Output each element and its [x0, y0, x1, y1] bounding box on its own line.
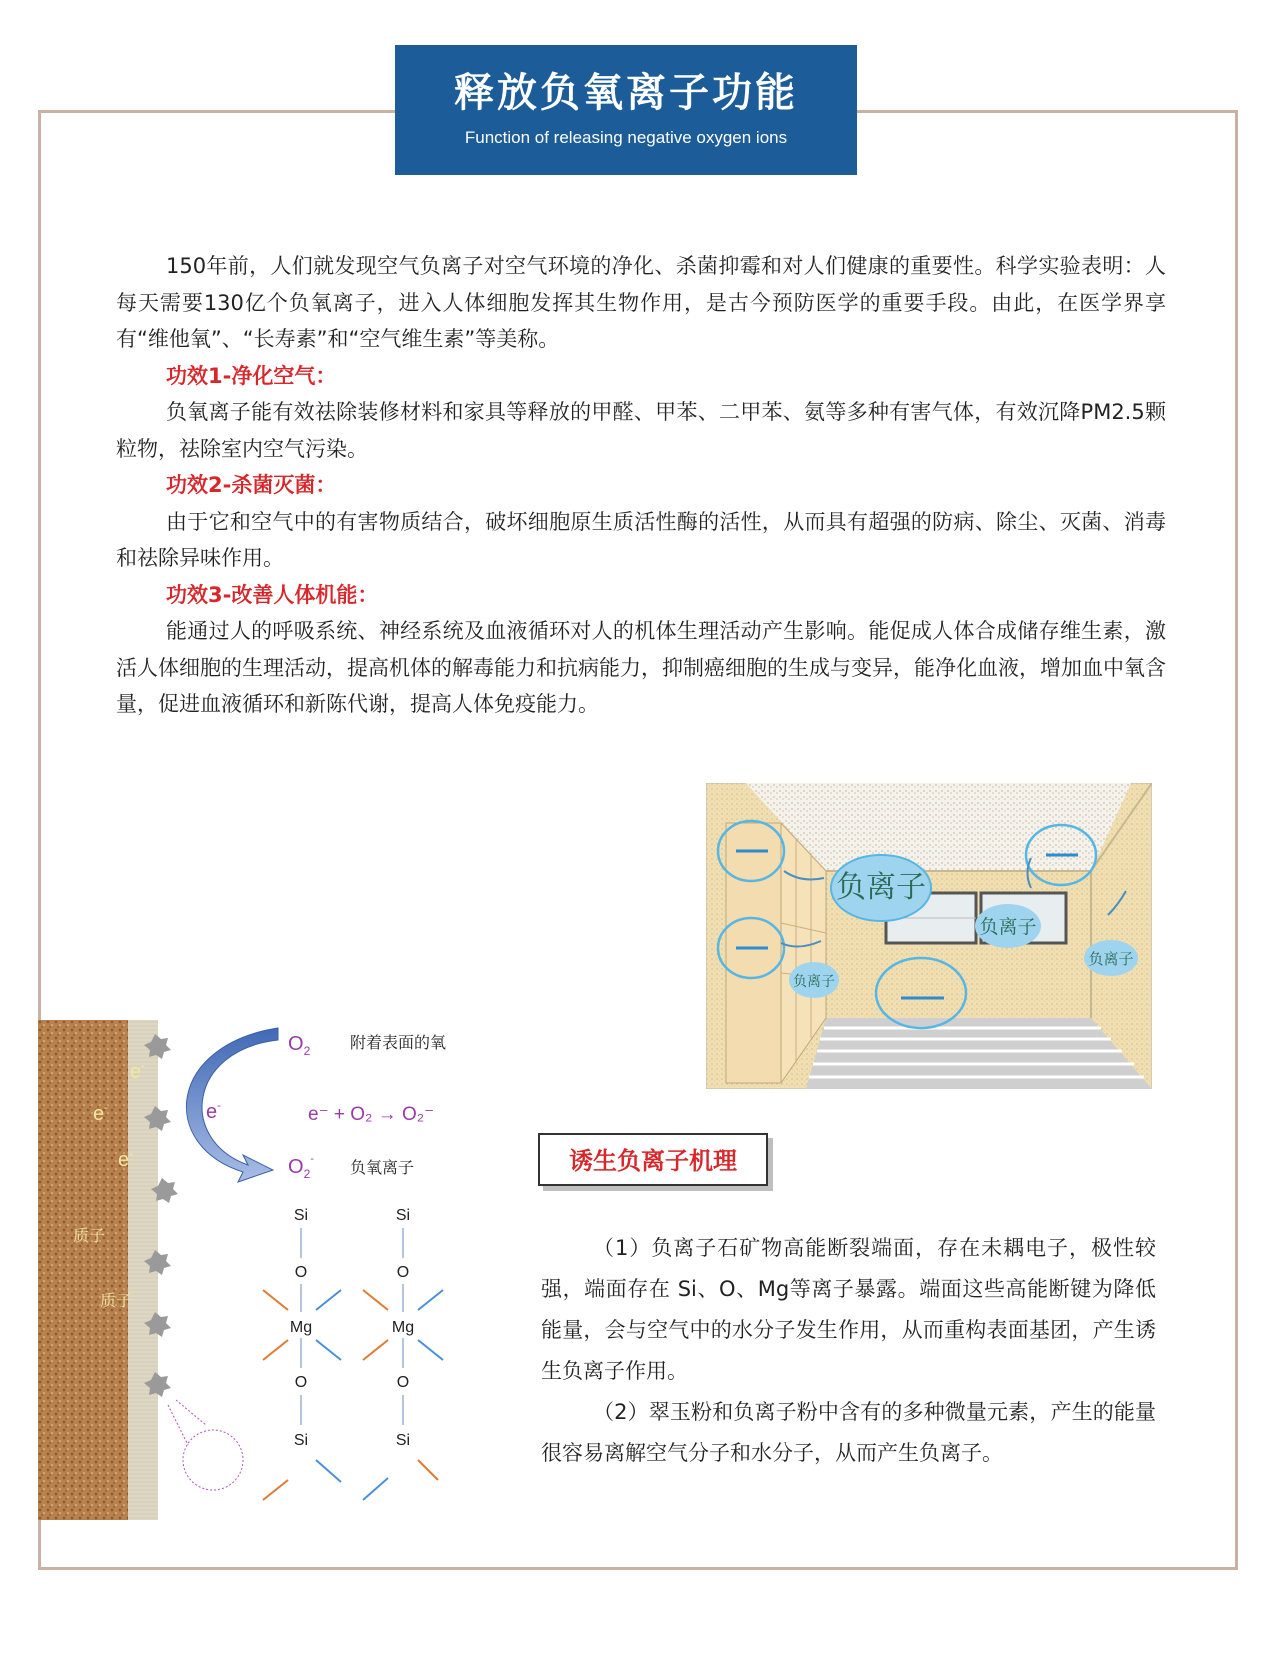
ion-label-small-right: 负离子: [1088, 950, 1134, 968]
reaction-equation: e⁻ + O₂ → O₂⁻: [308, 1104, 435, 1125]
effect-2-heading: 功效2-杀菌灭菌：: [166, 473, 337, 497]
svg-text:O: O: [294, 1374, 308, 1391]
svg-text:e-: e-: [93, 1102, 108, 1125]
o2-symbol: O: [288, 1033, 304, 1055]
proton-label-2: 质子: [100, 1291, 133, 1310]
mechanism-paragraph-1: （1）负离子石矿物高能断裂端面，存在未耦电子，极性较强，端面存在 Si、O、Mg等离子暴露。端面这些高能断键为降低能量，会与空气中的水分子发生作用，从而重构表面基团，产生诱生负离子作用。: [541, 1236, 1156, 1383]
svg-text:Si: Si: [395, 1207, 411, 1224]
mechanism-title: 诱生负离子机理: [538, 1133, 768, 1186]
svg-text:e-: e-: [118, 1148, 133, 1171]
proton-label-1: 质子: [73, 1226, 106, 1245]
effect-2-text: 由于它和空气中的有害物质结合，破坏细胞原生质活性酶的活性，从而具有超强的防病、除尘、灭菌、消毒和祛除异味作用。: [116, 509, 1166, 570]
svg-text:e-: e-: [130, 1060, 145, 1083]
svg-text:O: O: [294, 1264, 308, 1281]
ion-label-big: 负离子: [836, 870, 926, 905]
svg-text:Si: Si: [293, 1432, 309, 1449]
o2-adsorbed-label: 附着表面的氧: [350, 1033, 447, 1052]
main-text: [116, 248, 1166, 723]
svg-text:Si: Si: [293, 1207, 309, 1224]
mechanism-diagram: [38, 1020, 468, 1530]
effect-3-text: 能通过人的呼吸系统、神经系统及血液循环对人的机体生理活动产生影响。能促成人体合成储存维生素，激活人体细胞的生理活动，提高机体的解毒能力和抗病能力，抑制癌细胞的生成与变异，能净化血液，增加血中氧含量，促进血液循环和新陈代谢，提高人体免疫能力。: [116, 619, 1166, 716]
ion-label-mid: 负离子: [979, 916, 1037, 938]
svg-text:Mg: Mg: [289, 1319, 313, 1336]
svg-text:O2-: $O_2^-$: [288, 1153, 314, 1181]
page-subtitle: Function of releasing negative oxygen ions: [464, 128, 788, 147]
mechanism-text: [541, 1228, 1156, 1474]
ion-label-small-left: 负离子: [793, 974, 835, 990]
effect-3-heading: 功效3-改善人体机能：: [166, 582, 379, 607]
svg-text:O2: $O_2$: [288, 1033, 311, 1058]
title-banner: [395, 45, 857, 175]
negative-oxygen-ion-label: 负氧离子: [350, 1158, 415, 1177]
room-illustration: [706, 783, 1152, 1089]
mechanism-paragraph-2: （2）翠玉粉和负离子粉中含有的多种微量元素，产生的能量很容易离解空气分子和水分子，从而产生负离子。: [541, 1400, 1156, 1465]
svg-text:O: O: [396, 1264, 410, 1281]
effect-1-text: 负氧离子能有效祛除装修材料和家具等释放的甲醛、甲苯、二甲苯、氨等多种有害气体，有效沉降PM2.5颗粒物，祛除室内空气污染。: [116, 400, 1166, 461]
svg-text:e-: e-: [206, 1100, 221, 1123]
svg-text:O: O: [396, 1374, 410, 1391]
effect-1-heading: 功效1-净化空气：: [166, 363, 337, 388]
intro-paragraph: 150年前，人们就发现空气负离子对空气环境的净化、杀菌抑霉和对人们健康的重要性。科学实验表明：人每天需要130亿个负氧离子，进入人体细胞发挥其生物作用，是古今预防医学的重要手段。由此，在医学界享有“维他氧”、“长寿素”和“空气维生素”等美称。: [116, 254, 1166, 351]
svg-text:Mg: Mg: [391, 1319, 415, 1336]
page-title: 释放负氧离子功能: [454, 70, 798, 116]
svg-text:Si: Si: [395, 1432, 411, 1449]
